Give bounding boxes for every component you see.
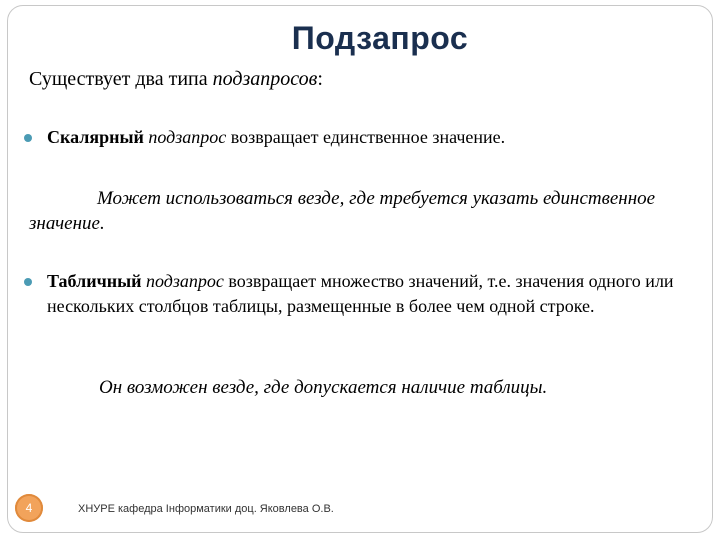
bullet-scalar-italic: подзапрос (143, 127, 227, 147)
page-number-badge: 4 (15, 494, 43, 522)
bullet-scalar-bold: Скалярный (47, 127, 144, 147)
intro-emphasis: подзапросов (212, 68, 318, 90)
bullet-scalar-text (47, 125, 505, 150)
bullet-scalar-rest: возвращает единственное значение. (226, 127, 506, 147)
note-scalar: Может использоваться везде, где требуется указать единственное значение. (29, 188, 656, 234)
slide-title: Подзапрос (291, 20, 469, 56)
bullet-table-text (47, 269, 702, 319)
footer-text: ХНУРЕ кафедра Інформатики доц. Яковлева О.В. (78, 503, 334, 515)
intro-prefix: Существует два типа (29, 68, 213, 90)
bullet-table-bold: Табличный (47, 271, 142, 291)
bullet-dot-icon (24, 278, 32, 286)
note-table: Он возможен везде, где допускается наличие таблицы. (99, 377, 548, 398)
bullet-dot-icon (24, 134, 32, 142)
bullet-table-italic: подзапрос (141, 271, 224, 291)
bullet-table (24, 269, 704, 319)
intro-text (29, 68, 323, 91)
bullet-table-rest: возвращает множество значений, т.е. значения одного или нескольких столбцов таблицы, размещенные в более чем одной строке. (47, 271, 674, 316)
intro-suffix: : (317, 68, 323, 90)
